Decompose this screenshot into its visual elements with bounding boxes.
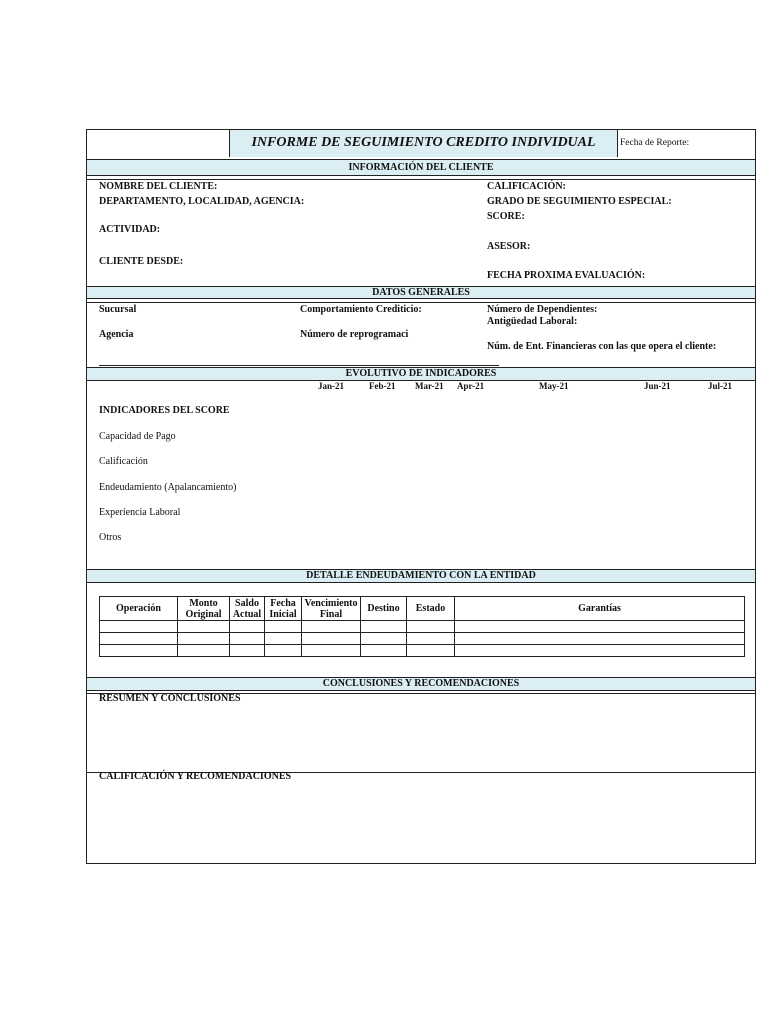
financial-entities-label: Núm. de Ent. Financieras con las que opera el cliente: — [487, 341, 717, 352]
advisor-label: ASESOR: — [487, 241, 531, 252]
credit-behavior-label: Comportamiento Crediticio: — [300, 304, 422, 315]
month-mar: Mar-21 — [415, 381, 444, 391]
conclusions-header: CONCLUSIONES Y RECOMENDACIONES — [87, 677, 755, 691]
report-date-label: Fecha de Reporte: — [620, 138, 690, 148]
client-since-label: CLIENTE DESDE: — [99, 256, 184, 267]
divider — [87, 179, 755, 180]
indicator-leverage: Endeudamiento (Apalancamiento) — [99, 482, 237, 493]
activity-label: ACTIVIDAD: — [99, 224, 161, 235]
report-title: INFORME DE SEGUIMIENTO CREDITO INDIVIDUAL — [229, 130, 618, 157]
col-original-amount: Monto Original — [178, 597, 230, 621]
general-data-header: DATOS GENERALES — [87, 286, 755, 299]
summary-field[interactable] — [99, 705, 744, 771]
month-feb: Feb-21 — [369, 381, 396, 391]
debt-table — [99, 596, 745, 657]
col-destination: Destino — [361, 597, 407, 621]
col-status: Estado — [407, 597, 455, 621]
agency-label: Agencia — [99, 329, 134, 340]
month-jul: Jul-21 — [708, 381, 733, 391]
seniority-label: Antigüedad Laboral: — [487, 316, 578, 327]
table-row — [100, 633, 745, 645]
branch-label: Sucursal — [99, 304, 137, 315]
col-maturity: Vencimiento Final — [302, 597, 361, 621]
credit-report-form — [86, 129, 756, 864]
divider — [99, 365, 499, 366]
summary-label: RESUMEN Y CONCLUSIONES — [99, 693, 241, 704]
score-indicators-heading: INDICADORES DEL SCORE — [99, 405, 230, 416]
reschedules-label: Número de reprogramaci — [300, 329, 409, 340]
recommendations-field[interactable] — [99, 785, 744, 859]
indicator-rating: Calificación — [99, 456, 148, 467]
month-may: May-21 — [539, 381, 569, 391]
rating-label: CALIFICACIÓN: — [487, 181, 566, 192]
debt-detail-header: DETALLE ENDEUDAMIENTO CON LA ENTIDAD — [87, 569, 755, 583]
col-guarantees: Garantías — [455, 597, 745, 621]
col-start-date: Fecha Inicial — [265, 597, 302, 621]
indicator-other: Otros — [99, 532, 122, 543]
month-jun: Jun-21 — [644, 381, 671, 391]
table-row — [100, 645, 745, 657]
table-row — [100, 621, 745, 633]
special-followup-label: GRADO DE SEGUIMIENTO ESPECIAL: — [487, 196, 672, 207]
month-apr: Apr-21 — [457, 381, 485, 391]
recommendations-label: CALIFICACIÓN Y RECOMENDACIONES — [99, 771, 292, 782]
indicator-work-experience: Experiencia Laboral — [99, 507, 181, 518]
score-label: SCORE: — [487, 211, 525, 222]
location-label: DEPARTAMENTO, LOCALIDAD, AGENCIA: — [99, 196, 305, 207]
col-operation: Operación — [100, 597, 178, 621]
indicators-header: EVOLUTIVO DE INDICADORES — [87, 367, 755, 381]
next-evaluation-label: FECHA PROXIMA EVALUACIÓN: — [487, 270, 646, 281]
table-header-row — [100, 597, 745, 621]
col-current-balance: Saldo Actual — [230, 597, 265, 621]
client-info-header: INFORMACIÓN DEL CLIENTE — [87, 159, 755, 176]
divider — [87, 302, 755, 303]
client-name-label: NOMBRE DEL CLIENTE: — [99, 181, 218, 192]
indicator-payment-capacity: Capacidad de Pago — [99, 431, 176, 442]
dependents-label: Número de Dependientes: — [487, 304, 598, 315]
month-jan: Jan-21 — [318, 381, 345, 391]
